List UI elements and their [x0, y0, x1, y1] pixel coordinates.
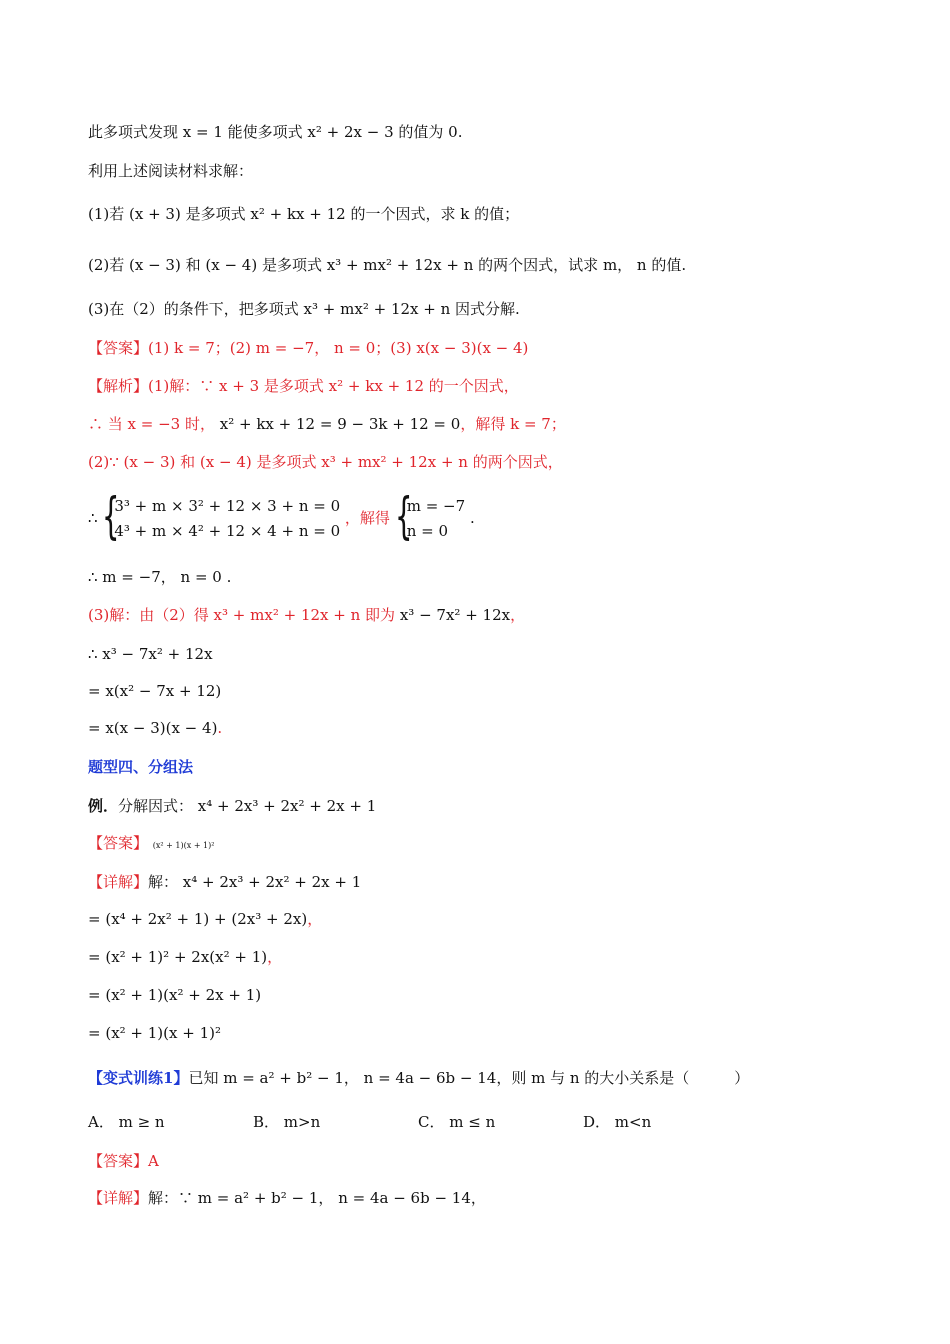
system-right-eq1: m = −7: [406, 497, 466, 515]
detail-tag: 【详解】: [88, 873, 149, 891]
problem-instruction: 利用上述阅读材料求解：: [88, 162, 254, 180]
detail-line-4: = (x² + 1)(x² + 2x + 1): [88, 986, 262, 1004]
answer-2-tag: 【答案】: [88, 834, 149, 852]
system-left-eq1: 3³ + m × 3² + 12 × 3 + n = 0: [114, 497, 341, 515]
answer-2-text: (x² + 1)(x + 1)²: [152, 841, 215, 850]
analysis-l6a: (3)解：由（2）得 x³ + mx² + 12x + n: [88, 606, 361, 624]
variant-text: 已知 m = a² + b² − 1， n = 4a − 6b − 14，则 m 与 n 的大小关系是（ ）: [188, 1069, 750, 1087]
question-2: (2)若 (x − 3) 和 (x − 4) 是多项式 x³ + mx² + 12x + n 的两个因式，试求 m， n 的值.: [88, 256, 687, 274]
option-d[interactable]: D． m<n: [583, 1113, 652, 1131]
question-3: (3)在（2）的条件下，把多项式 x³ + mx² + 12x + n 因式分解.: [88, 300, 520, 318]
analysis-line-3: (2)∵ (x − 3) 和 (x − 4) 是多项式 x³ + mx² + 12x + n 的两个因式，: [88, 453, 563, 471]
therefore-symbol: ∴: [88, 509, 98, 527]
answer-tag: 【答案】: [88, 339, 149, 357]
detail-comma-1: ，: [307, 910, 323, 928]
analysis-line-5: ∴ m = −7， n = 0 .: [88, 568, 232, 586]
solve-text: ，解得: [344, 509, 390, 527]
example-line: [88, 795, 376, 817]
answer-line: [88, 337, 528, 359]
answer-2-line: [88, 832, 214, 857]
system-left-eq2: 4³ + m × 4² + 12 × 4 + n = 0: [114, 522, 341, 540]
analysis-line-7: ∴ x³ − 7x² + 12x: [88, 645, 213, 663]
analysis-l6b: 即为: [365, 606, 396, 624]
brace-left-icon: {: [102, 487, 120, 545]
analysis-line-6: [88, 604, 525, 626]
analysis-l9: = x(x − 3)(x − 4): [88, 719, 218, 737]
analysis-l6c: x³ − 7x² + 12x: [399, 606, 511, 624]
example-text: 分解因式： x⁴ + 2x³ + 2x² + 2x + 1: [118, 797, 377, 815]
detail-line-1: [88, 871, 361, 893]
detail-line-3: [88, 946, 282, 968]
question-1: (1)若 (x + 3) 是多项式 x² + kx + 12 的一个因式，求 k 的值；: [88, 205, 520, 223]
answer-3-tag: 【答案】: [88, 1152, 149, 1170]
analysis-line-2: [88, 413, 566, 435]
option-b[interactable]: B． m>n: [253, 1113, 321, 1131]
detail-2-tag: 【详解】: [88, 1189, 149, 1207]
option-c[interactable]: C． m ≤ n: [418, 1113, 496, 1131]
answer-text: (1) k = 7；(2) m = −7， n = 0；(3) x(x − 3)(x − 4): [148, 339, 529, 357]
brace-right-icon: {: [394, 487, 413, 545]
detail-l2: = (x⁴ + 2x² + 1) + (2x³ + 2x): [88, 910, 308, 928]
analysis-l6d: ，: [510, 606, 526, 624]
answer-3-line: [88, 1150, 159, 1172]
option-a[interactable]: A． m ≥ n: [88, 1113, 165, 1131]
analysis-l2b: x² + kx + 12 = 9 − 3k + 12 = 0: [219, 415, 461, 433]
analysis-line-9: [88, 717, 222, 739]
system-period: .: [469, 509, 475, 527]
detail-line-2: [88, 908, 322, 930]
analysis-step-1: (1)解：∵ x + 3 是多项式 x² + kx + 12 的一个因式，: [148, 377, 519, 395]
problem-intro-line: 此多项式发现 x = 1 能使多项式 x² + 2x − 3 的值为 0.: [88, 123, 463, 141]
detail-l3: = (x² + 1)² + 2x(x² + 1): [88, 948, 268, 966]
detail-l1: 解： x⁴ + 2x³ + 2x² + 2x + 1: [148, 873, 362, 891]
detail-2-line: [88, 1187, 486, 1209]
variant-line: [88, 1067, 749, 1089]
example-tag: 例．: [88, 797, 119, 815]
detail-2-text: 解：∵ m = a² + b² − 1， n = 4a − 6b − 14，: [148, 1189, 486, 1207]
answer-3-text: A: [148, 1152, 159, 1170]
section-heading: 题型四、分组法: [88, 758, 194, 776]
equation-system-line: [88, 487, 475, 545]
variant-tag: 【变式训练1】: [88, 1069, 189, 1087]
system-right-eq2: n = 0: [406, 522, 449, 540]
detail-comma-2: ，: [267, 948, 283, 966]
analysis-l2a: ∴ 当 x = −3 时，: [88, 415, 215, 433]
system-right: [394, 487, 466, 545]
analysis-l9-end: .: [217, 719, 223, 737]
system-left: [102, 487, 341, 545]
detail-line-5: = (x² + 1)(x + 1)²: [88, 1024, 221, 1042]
analysis-line-8: = x(x² − 7x + 12): [88, 682, 222, 700]
analysis-tag: 【解析】: [88, 377, 149, 395]
analysis-line-1: [88, 375, 519, 397]
analysis-l2c: ，解得 k = 7；: [460, 415, 566, 433]
